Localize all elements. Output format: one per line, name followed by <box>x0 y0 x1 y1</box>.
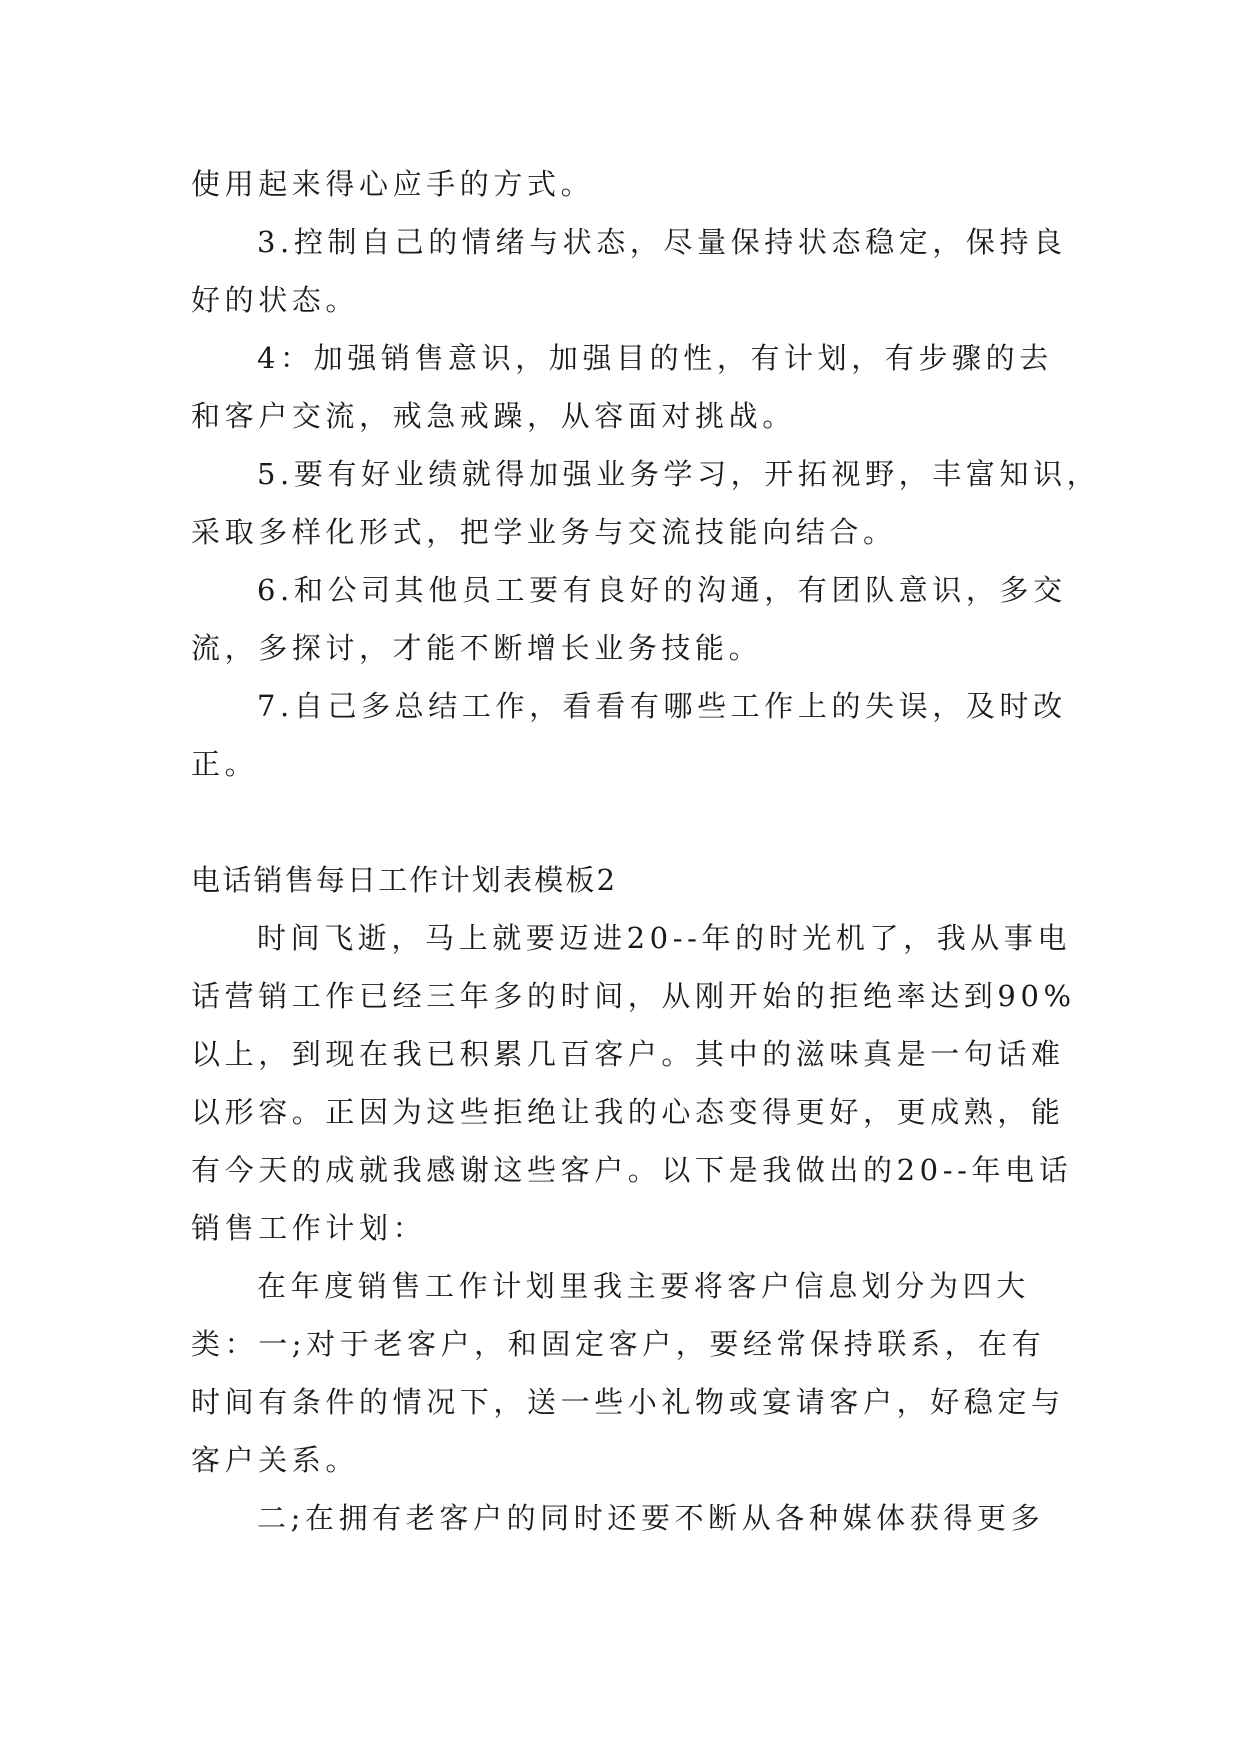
paragraph <box>191 155 1052 213</box>
text-line: 话营销工作已经三年多的时间，从刚开始的拒绝率达到90% <box>191 979 1076 1013</box>
text-line: 正。 <box>191 747 259 781</box>
text-line: 5.要有好业绩就得加强业务学习，开拓视野，丰富知识， <box>257 457 1101 491</box>
text-line: 好的状态。 <box>191 283 360 317</box>
text-line: 销售工作计划： <box>191 1211 427 1245</box>
paragraph <box>191 909 1076 1257</box>
text-line: 在年度销售工作计划里我主要将客户信息划分为四大 <box>257 1269 1030 1303</box>
text-line: 6.和公司其他员工要有良好的沟通，有团队意识，多交 <box>257 573 1067 607</box>
document-body <box>191 155 1101 1547</box>
paragraph <box>191 329 1052 445</box>
text-line: 客户关系。 <box>191 1443 360 1477</box>
text-line: 使用起来得心应手的方式。 <box>191 167 595 201</box>
blank-line <box>191 793 1052 851</box>
text-line: 时间飞逝，马上就要迈进20--年的时光机了，我从事电 <box>257 921 1072 955</box>
paragraph <box>191 1489 1052 1547</box>
paragraph <box>191 445 1101 561</box>
paragraph <box>191 213 1067 329</box>
text-line: 类：一;对于老客户，和固定客户，要经常保持联系，在有 <box>191 1327 1046 1361</box>
text-line: 二;在拥有老客户的同时还要不断从各种媒体获得更多 <box>257 1501 1045 1535</box>
text-line: 和客户交流，戒急戒躁，从容面对挑战。 <box>191 399 796 433</box>
text-line: 7.自己多总结工作，看看有哪些工作上的失误，及时改 <box>257 689 1067 723</box>
section-title: 电话销售每日工作计划表模板2 <box>191 863 618 897</box>
paragraph <box>191 677 1067 793</box>
text-line: 有今天的成就我感谢这些客户。以下是我做出的20--年电话 <box>191 1153 1073 1187</box>
text-line: 4：加强销售意识，加强目的性，有计划，有步骤的去 <box>257 341 1053 375</box>
text-line: 采取多样化形式，把学业务与交流技能向结合。 <box>191 515 897 549</box>
text-line: 流，多探讨，才能不断增长业务技能。 <box>191 631 763 665</box>
text-line: 以形容。正因为这些拒绝让我的心态变得更好，更成熟，能 <box>191 1095 1065 1129</box>
paragraph <box>191 1257 1065 1489</box>
text-line: 以上，到现在我已积累几百客户。其中的滋味真是一句话难 <box>191 1037 1065 1071</box>
text-line: 3.控制自己的情绪与状态，尽量保持状态稳定，保持良 <box>257 225 1067 259</box>
text-line: 时间有条件的情况下，送一些小礼物或宴请客户，好稳定与 <box>191 1385 1065 1419</box>
paragraph <box>191 561 1067 677</box>
